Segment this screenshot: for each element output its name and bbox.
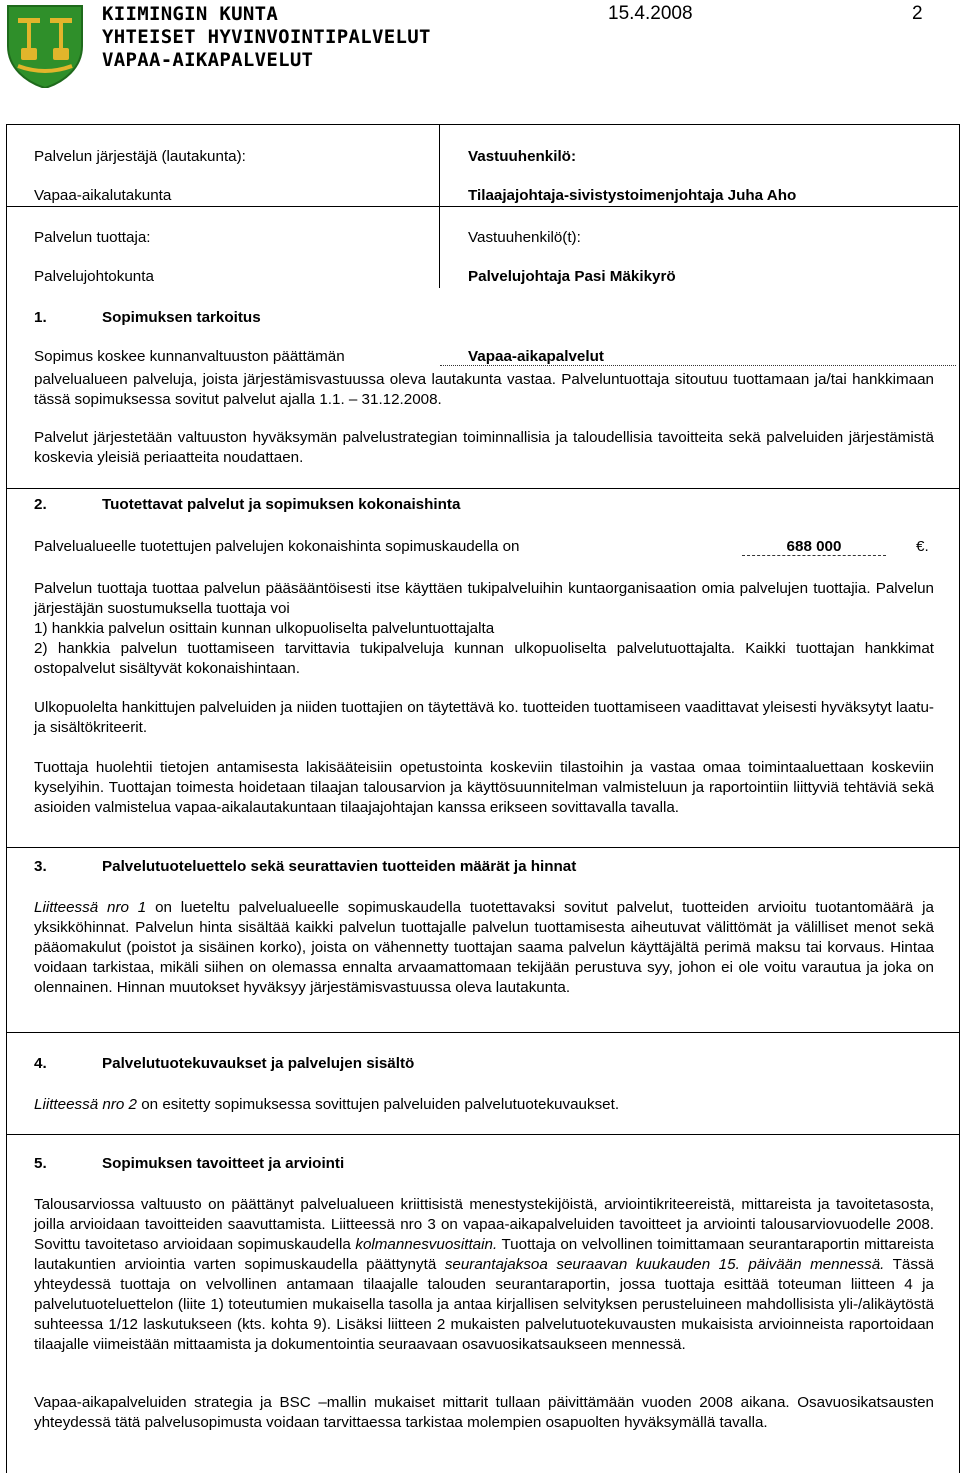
section-4-number: 4. xyxy=(34,1055,47,1072)
section-1-number: 1. xyxy=(34,309,47,326)
section-5-paragraph-2: Vapaa-aikapalveluiden strategia ja BSC –mallin mukaiset mittarit tullaan päivittämään vuoden 2008 aikana. Osavuosikatsausten yhteydessä tätä palvelusopimusta voidaan tarvittaessa tarkistaa molempien osapuolten hyväksymällä tavalla. xyxy=(34,1394,934,1431)
section-2-item-1: 1) hankkia palvelun osittain kunnan ulkopuoliselta palveluntuottajalta xyxy=(34,620,495,637)
responsible-label: Vastuuhenkilö: xyxy=(468,148,577,165)
section-5-title: Sopimuksen tavoitteet ja arviointi xyxy=(102,1155,345,1172)
service-area-intro: Sopimus koskee kunnanvaltuuston päättämän xyxy=(34,348,345,365)
section-1-paragraph-2: Palvelut järjestetään valtuuston hyväksymän palvelustrategian toiminnallisia ja taloudellisia tavoitteita sekä palveluiden järjestämistä koskevia yleisiä periaatteita noudattaen. xyxy=(34,429,934,466)
attachment-2-ref: Liitteessä nro 2 xyxy=(34,1096,137,1113)
section-1-title: Sopimuksen tarkoitus xyxy=(102,309,261,326)
section-5-frequency: kolmannesvuosittain. xyxy=(355,1236,498,1253)
section-4-text: on esitetty sopimuksessa sovittujen palveluiden palvelutuotekuvaukset. xyxy=(137,1096,620,1113)
header-unit: YHTEISET HYVINVOINTIPALVELUT xyxy=(102,26,431,48)
section-5-deadline: seurantajaksoa seuraavan kuukauden 15. päivään mennessä. xyxy=(444,1256,885,1273)
section-2-paragraph-3: Tuottaja huolehtii tietojen antamisesta lakisääteisiin opetustointa koskeviin tilastoihin ja vastaa omaa toimintaaluettaan koskeviin kyselyihin. Tuottajan toimesta hoidetaan tilaajan talousarvion ja käyttösuunnitelman valmisteluun ja raportointiin liittyviä tehtäviä sekä asioiden valmistelua vapaa-aikalautakuntaan tilaajajohtajan kanssa erikseen sovittavalla tavalla. xyxy=(34,759,934,816)
total-price-unit: €. xyxy=(916,538,929,555)
producer-value: Palvelujohtokunta xyxy=(34,268,154,285)
section-2-paragraph-1: Palvelun tuottaja tuottaa palvelun pääsääntöisesti itse käyttäen tukipalveluihin kuntaorganisaation omia palvelujen tuottajia. Palvelun järjestäjän suostumuksella tuottaja voi xyxy=(34,580,934,617)
section-2-item-2: 2) hankkia palvelun tuottamiseen tarvittavia tukipalveluja kunnan ulkopuoliselta palvelutuottajalta. Kaikki tuottajan hankkimat ostopalvelut sisältyvät kokonaishintaan. xyxy=(34,640,934,677)
section-4 xyxy=(6,1032,960,1134)
section-3-title: Palvelutuoteluettelo sekä seurattavien tuotteiden määrät ja hinnat xyxy=(102,858,577,875)
organizer-label: Palvelun järjestäjä (lautakunta): xyxy=(34,148,246,165)
section-3-number: 3. xyxy=(34,858,47,875)
header-subunit: VAPAA-AIKAPALVELUT xyxy=(102,49,314,71)
organizer-value: Vapaa-aikalutakunta xyxy=(34,187,172,204)
section-3-paragraph xyxy=(34,898,934,998)
section-2-paragraph-2: Ulkopuolelta hankittujen palveluiden ja niiden tuottajien on täytettävä ko. tuotteiden tuottamiseen vaadittavat yleisesti hyväksytyt laatu- ja sisältökriteerit. xyxy=(34,699,934,736)
responsible2-value: Palvelujohtaja Pasi Mäkikyrö xyxy=(468,268,676,285)
section-4-title: Palvelutuotekuvaukset ja palvelujen sisältö xyxy=(102,1055,415,1072)
header-org: KIIMINGIN KUNTA xyxy=(102,3,279,25)
page-number: 2 xyxy=(912,3,923,24)
responsible-value: Tilaajajohtaja-sivistystoimenjohtaja Juha Aho xyxy=(468,187,797,204)
section-2-title: Tuotettavat palvelut ja sopimuksen kokonaishinta xyxy=(102,496,461,513)
section-3-text: on lueteltu palvelualueelle sopimuskaudella tuotettavaksi sovitut palvelut, tuotteiden arvioitu tuotantomäärä ja yksikköhinnat. Palvelun hinta sisältää kaikki palvelun tuottajalle palvelun tuottamisesta aiheutuvat välittömät ja välilliset menot sekä pääomakulut (poistot ja sisäinen korko), joista on vähennetty tuottajan saama palvelun käyttäjältä perimä maksu tai korvaus. Hintaa voidaan tarkistaa, mikäli siihen on olemassa ennalta arvaamattomaan tekijään perustuva syy, johon ei ole voitu varautua ja joka on olennainen. Hinnan muutokset hyväksyy järjestämisvastuussa oleva lautakunta. xyxy=(34,899,935,996)
section-5-number: 5. xyxy=(34,1155,47,1172)
section-2-number: 2. xyxy=(34,496,47,513)
section-5-text-c: Tässä yhteydessä tuottaja on velvollinen antamaan tilaajalle talouden seurantaraportin, jossa tuottaja esittää toteuman liitteen 4 ja palvelutuoteluettelon (liite 1) toteutumien mukaisella tasolla ja antaa kirjallisen selvityksen perusteluineen mahdollisista yli-/alikäytöstä suhteessa 1/12 laskutukseen (kts. kohta 9). Lisäksi liitteen 2 mukaisten palvelutuotekuvausten mukaisista arvioinneista raportoidaan tilaajalle viimeistään mittaamista ja dokumentointia seuraavaan osavuosikatsaukseen mennessä. xyxy=(34,1256,934,1353)
section-5-text-a: Talousarviossa valtuusto on päättänyt palvelualueen kriittisistä menestystekijöistä, arviointikriteereistä, mittareista ja tavoitetasosta, joilla arvioidaan tavoitteiden saavuttamista. Liitteessä nro 3 on vapaa-aikapalveluiden tavoitteet ja arviointi talousarviovuodelle 2008. Sovittu tavoitetaso arvioidaan sopimuskaudella xyxy=(34,1196,934,1253)
responsible2-label: Vastuuhenkilö(t): xyxy=(468,229,581,246)
header-date: 15.4.2008 xyxy=(608,3,693,24)
table-row-divider xyxy=(6,206,958,207)
total-price-intro: Palvelualueelle tuotettujen palvelujen kokonaishinta sopimuskaudella on xyxy=(34,538,520,555)
section-1-paragraph-1: palvelualueen palveluja, joista järjestämisvastuussa oleva lautakunta vastaa. Palveluntuottaja sitoutuu tuottamaan ja/tai hankkimaan tässä sopimuksessa sovitut palvelut ajalla 1.1. – 31.12.2008. xyxy=(34,371,934,408)
municipality-coat-of-arms-logo xyxy=(2,2,88,88)
service-area-field: Vapaa-aikapalvelut xyxy=(440,348,956,366)
section-5-text-b: Tuottaja on velvollinen toimittamaan seurantaraportin mittareista lautakuntien arviointia varten sopimuskaudella päättynytä xyxy=(34,1236,934,1273)
attachment-1-ref: Liitteessä nro 1 xyxy=(34,899,147,916)
total-price-value: 688 000 xyxy=(742,538,886,556)
section-4-paragraph xyxy=(34,1095,934,1115)
producer-label: Palvelun tuottaja: xyxy=(34,229,151,246)
section-5-paragraph-1 xyxy=(34,1195,934,1355)
